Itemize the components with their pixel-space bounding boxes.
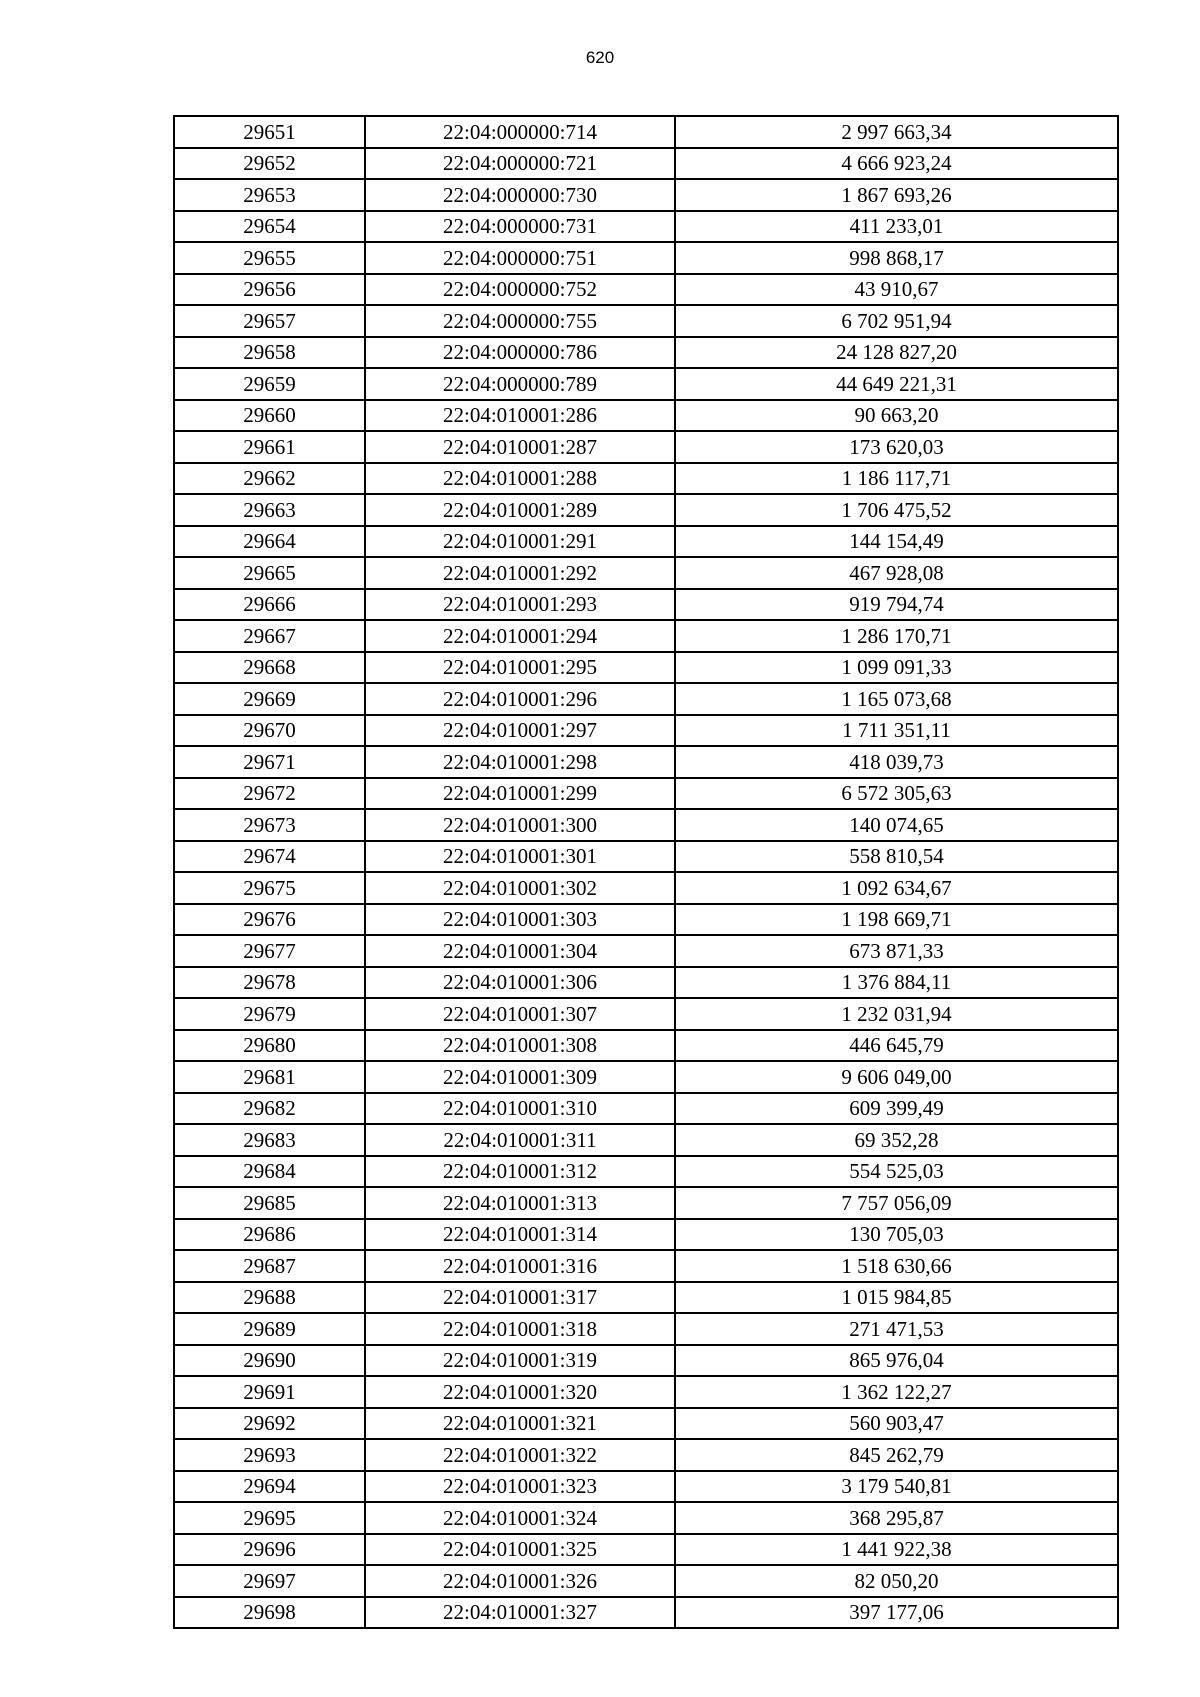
cadastral-number-cell: 22:04:010001:310: [365, 1093, 675, 1125]
table-row: [174, 1565, 1118, 1597]
cadastral-value-cell: 130 705,03: [675, 1219, 1118, 1251]
cadastral-value-cell: 1 362 122,27: [675, 1376, 1118, 1408]
cadastral-number-cell: 22:04:010001:316: [365, 1250, 675, 1282]
row-number-cell: 29692: [174, 1408, 365, 1440]
table-row: [174, 526, 1118, 558]
row-number-cell: 29693: [174, 1439, 365, 1471]
cadastral-value-cell: 919 794,74: [675, 589, 1118, 621]
cadastral-value-cell: 7 757 056,09: [675, 1187, 1118, 1219]
cadastral-number-cell: 22:04:010001:311: [365, 1124, 675, 1156]
cadastral-number-cell: 22:04:010001:318: [365, 1313, 675, 1345]
row-number-cell: 29668: [174, 652, 365, 684]
cadastral-value-cell: 1 286 170,71: [675, 620, 1118, 652]
cadastral-number-cell: 22:04:010001:301: [365, 841, 675, 873]
table-row: [174, 1313, 1118, 1345]
cadastral-value-cell: 1 376 884,11: [675, 967, 1118, 999]
table-row: [174, 1376, 1118, 1408]
table-row: [174, 148, 1118, 180]
cadastral-value-cell: 411 233,01: [675, 211, 1118, 243]
table-row: [174, 463, 1118, 495]
cadastral-number-cell: 22:04:010001:326: [365, 1565, 675, 1597]
row-number-cell: 29696: [174, 1534, 365, 1566]
row-number-cell: 29663: [174, 494, 365, 526]
row-number-cell: 29671: [174, 746, 365, 778]
cadastral-value-cell: 43 910,67: [675, 274, 1118, 306]
cadastral-number-cell: 22:04:010001:323: [365, 1471, 675, 1503]
row-number-cell: 29678: [174, 967, 365, 999]
table-row: [174, 1471, 1118, 1503]
cadastral-number-cell: 22:04:000000:721: [365, 148, 675, 180]
cadastral-number-cell: 22:04:000000:755: [365, 305, 675, 337]
cadastral-number-cell: 22:04:010001:309: [365, 1061, 675, 1093]
cadastral-value-cell: 446 645,79: [675, 1030, 1118, 1062]
cadastral-value-cell: 1 232 031,94: [675, 998, 1118, 1030]
cadastral-number-cell: 22:04:010001:286: [365, 400, 675, 432]
row-number-cell: 29684: [174, 1156, 365, 1188]
row-number-cell: 29652: [174, 148, 365, 180]
table-row: [174, 242, 1118, 274]
cadastral-value-cell: 397 177,06: [675, 1597, 1118, 1629]
row-number-cell: 29688: [174, 1282, 365, 1314]
table-row: [174, 1156, 1118, 1188]
table-row: [174, 557, 1118, 589]
cadastral-number-cell: 22:04:010001:294: [365, 620, 675, 652]
cadastral-value-cell: 1 518 630,66: [675, 1250, 1118, 1282]
table-row: [174, 1534, 1118, 1566]
cadastral-number-cell: 22:04:010001:322: [365, 1439, 675, 1471]
cadastral-value-cell: 4 666 923,24: [675, 148, 1118, 180]
cadastral-value-cell: 368 295,87: [675, 1502, 1118, 1534]
cadastral-value-table: [173, 115, 1119, 1629]
cadastral-number-cell: 22:04:010001:287: [365, 431, 675, 463]
cadastral-value-cell: 467 928,08: [675, 557, 1118, 589]
table-row: [174, 1345, 1118, 1377]
table-row: [174, 1219, 1118, 1251]
row-number-cell: 29681: [174, 1061, 365, 1093]
cadastral-number-cell: 22:04:010001:288: [365, 463, 675, 495]
cadastral-value-cell: 1 186 117,71: [675, 463, 1118, 495]
cadastral-number-cell: 22:04:010001:304: [365, 935, 675, 967]
row-number-cell: 29670: [174, 715, 365, 747]
table-row: [174, 746, 1118, 778]
table-row: [174, 620, 1118, 652]
cadastral-value-cell: 554 525,03: [675, 1156, 1118, 1188]
row-number-cell: 29687: [174, 1250, 365, 1282]
row-number-cell: 29682: [174, 1093, 365, 1125]
cadastral-value-cell: 1 706 475,52: [675, 494, 1118, 526]
cadastral-value-cell: 44 649 221,31: [675, 368, 1118, 400]
cadastral-number-cell: 22:04:010001:297: [365, 715, 675, 747]
cadastral-number-cell: 22:04:010001:324: [365, 1502, 675, 1534]
cadastral-number-cell: 22:04:010001:296: [365, 683, 675, 715]
row-number-cell: 29651: [174, 116, 365, 148]
cadastral-value-cell: 271 471,53: [675, 1313, 1118, 1345]
cadastral-number-cell: 22:04:010001:291: [365, 526, 675, 558]
row-number-cell: 29680: [174, 1030, 365, 1062]
cadastral-value-cell: 558 810,54: [675, 841, 1118, 873]
cadastral-value-cell: 24 128 827,20: [675, 337, 1118, 369]
table-row: [174, 904, 1118, 936]
cadastral-value-cell: 560 903,47: [675, 1408, 1118, 1440]
row-number-cell: 29664: [174, 526, 365, 558]
cadastral-value-cell: 90 663,20: [675, 400, 1118, 432]
cadastral-number-cell: 22:04:010001:293: [365, 589, 675, 621]
table-row: [174, 211, 1118, 243]
table-row: [174, 1408, 1118, 1440]
table-row: [174, 400, 1118, 432]
row-number-cell: 29685: [174, 1187, 365, 1219]
table-row: [174, 1502, 1118, 1534]
cadastral-number-cell: 22:04:010001:295: [365, 652, 675, 684]
cadastral-value-cell: 609 399,49: [675, 1093, 1118, 1125]
cadastral-number-cell: 22:04:010001:327: [365, 1597, 675, 1629]
cadastral-number-cell: 22:04:000000:786: [365, 337, 675, 369]
row-number-cell: 29683: [174, 1124, 365, 1156]
row-number-cell: 29673: [174, 809, 365, 841]
row-number-cell: 29661: [174, 431, 365, 463]
row-number-cell: 29665: [174, 557, 365, 589]
cadastral-value-cell: 69 352,28: [675, 1124, 1118, 1156]
row-number-cell: 29654: [174, 211, 365, 243]
row-number-cell: 29660: [174, 400, 365, 432]
table-row: [174, 494, 1118, 526]
table-row: [174, 1597, 1118, 1629]
cadastral-number-cell: 22:04:010001:300: [365, 809, 675, 841]
row-number-cell: 29697: [174, 1565, 365, 1597]
cadastral-number-cell: 22:04:010001:312: [365, 1156, 675, 1188]
cadastral-number-cell: 22:04:010001:307: [365, 998, 675, 1030]
row-number-cell: 29667: [174, 620, 365, 652]
cadastral-value-cell: 1 867 693,26: [675, 179, 1118, 211]
table-row: [174, 652, 1118, 684]
cadastral-number-cell: 22:04:000000:731: [365, 211, 675, 243]
cadastral-value-cell: 2 997 663,34: [675, 116, 1118, 148]
cadastral-value-cell: 1 092 634,67: [675, 872, 1118, 904]
table-row: [174, 809, 1118, 841]
cadastral-number-cell: 22:04:010001:302: [365, 872, 675, 904]
table-row: [174, 998, 1118, 1030]
table-row: [174, 935, 1118, 967]
cadastral-number-cell: 22:04:000000:751: [365, 242, 675, 274]
cadastral-number-cell: 22:04:000000:752: [365, 274, 675, 306]
cadastral-number-cell: 22:04:010001:314: [365, 1219, 675, 1251]
cadastral-value-cell: 1 198 669,71: [675, 904, 1118, 936]
cadastral-value-cell: 82 050,20: [675, 1565, 1118, 1597]
cadastral-number-cell: 22:04:010001:320: [365, 1376, 675, 1408]
page-number: 620: [585, 48, 615, 67]
row-number-cell: 29674: [174, 841, 365, 873]
row-number-cell: 29675: [174, 872, 365, 904]
cadastral-value-cell: 1 711 351,11: [675, 715, 1118, 747]
table-row: [174, 337, 1118, 369]
row-number-cell: 29658: [174, 337, 365, 369]
cadastral-number-cell: 22:04:010001:313: [365, 1187, 675, 1219]
table-body: [174, 116, 1118, 1628]
cadastral-number-cell: 22:04:010001:292: [365, 557, 675, 589]
cadastral-number-cell: 22:04:010001:308: [365, 1030, 675, 1062]
table-row: [174, 715, 1118, 747]
row-number-cell: 29679: [174, 998, 365, 1030]
cadastral-value-cell: 173 620,03: [675, 431, 1118, 463]
row-number-cell: 29662: [174, 463, 365, 495]
cadastral-number-cell: 22:04:000000:714: [365, 116, 675, 148]
cadastral-value-cell: 6 572 305,63: [675, 778, 1118, 810]
cadastral-value-cell: 144 154,49: [675, 526, 1118, 558]
cadastral-value-cell: 673 871,33: [675, 935, 1118, 967]
table-row: [174, 431, 1118, 463]
table-row: [174, 967, 1118, 999]
table-row: [174, 589, 1118, 621]
row-number-cell: 29666: [174, 589, 365, 621]
cadastral-value-cell: 1 015 984,85: [675, 1282, 1118, 1314]
cadastral-value-cell: 6 702 951,94: [675, 305, 1118, 337]
cadastral-number-cell: 22:04:010001:306: [365, 967, 675, 999]
cadastral-number-cell: 22:04:010001:319: [365, 1345, 675, 1377]
cadastral-number-cell: 22:04:010001:317: [365, 1282, 675, 1314]
table-row: [174, 368, 1118, 400]
table-row: [174, 1061, 1118, 1093]
row-number-cell: 29676: [174, 904, 365, 936]
row-number-cell: 29655: [174, 242, 365, 274]
cadastral-value-cell: 140 074,65: [675, 809, 1118, 841]
cadastral-value-cell: 418 039,73: [675, 746, 1118, 778]
cadastral-number-cell: 22:04:010001:298: [365, 746, 675, 778]
table-row: [174, 841, 1118, 873]
row-number-cell: 29691: [174, 1376, 365, 1408]
table-row: [174, 1439, 1118, 1471]
table-row: [174, 872, 1118, 904]
cadastral-value-cell: 998 868,17: [675, 242, 1118, 274]
cadastral-number-cell: 22:04:010001:299: [365, 778, 675, 810]
table-row: [174, 1187, 1118, 1219]
table-row: [174, 179, 1118, 211]
table-row: [174, 1282, 1118, 1314]
table-row: [174, 683, 1118, 715]
cadastral-value-cell: 865 976,04: [675, 1345, 1118, 1377]
table-row: [174, 305, 1118, 337]
cadastral-number-cell: 22:04:010001:325: [365, 1534, 675, 1566]
cadastral-value-cell: 1 099 091,33: [675, 652, 1118, 684]
row-number-cell: 29677: [174, 935, 365, 967]
cadastral-value-cell: 1 165 073,68: [675, 683, 1118, 715]
table-row: [174, 1093, 1118, 1125]
cadastral-number-cell: 22:04:000000:789: [365, 368, 675, 400]
table-row: [174, 1030, 1118, 1062]
row-number-cell: 29672: [174, 778, 365, 810]
row-number-cell: 29686: [174, 1219, 365, 1251]
cadastral-value-cell: 1 441 922,38: [675, 1534, 1118, 1566]
row-number-cell: 29656: [174, 274, 365, 306]
cadastral-number-cell: 22:04:010001:303: [365, 904, 675, 936]
cadastral-number-cell: 22:04:000000:730: [365, 179, 675, 211]
cadastral-value-cell: 9 606 049,00: [675, 1061, 1118, 1093]
row-number-cell: 29657: [174, 305, 365, 337]
table-row: [174, 1124, 1118, 1156]
row-number-cell: 29690: [174, 1345, 365, 1377]
row-number-cell: 29694: [174, 1471, 365, 1503]
row-number-cell: 29695: [174, 1502, 365, 1534]
table-row: [174, 1250, 1118, 1282]
row-number-cell: 29653: [174, 179, 365, 211]
cadastral-number-cell: 22:04:010001:289: [365, 494, 675, 526]
row-number-cell: 29659: [174, 368, 365, 400]
cadastral-value-cell: 845 262,79: [675, 1439, 1118, 1471]
table-row: [174, 778, 1118, 810]
cadastral-value-cell: 3 179 540,81: [675, 1471, 1118, 1503]
table-row: [174, 116, 1118, 148]
row-number-cell: 29689: [174, 1313, 365, 1345]
table-row: [174, 274, 1118, 306]
cadastral-number-cell: 22:04:010001:321: [365, 1408, 675, 1440]
row-number-cell: 29698: [174, 1597, 365, 1629]
row-number-cell: 29669: [174, 683, 365, 715]
